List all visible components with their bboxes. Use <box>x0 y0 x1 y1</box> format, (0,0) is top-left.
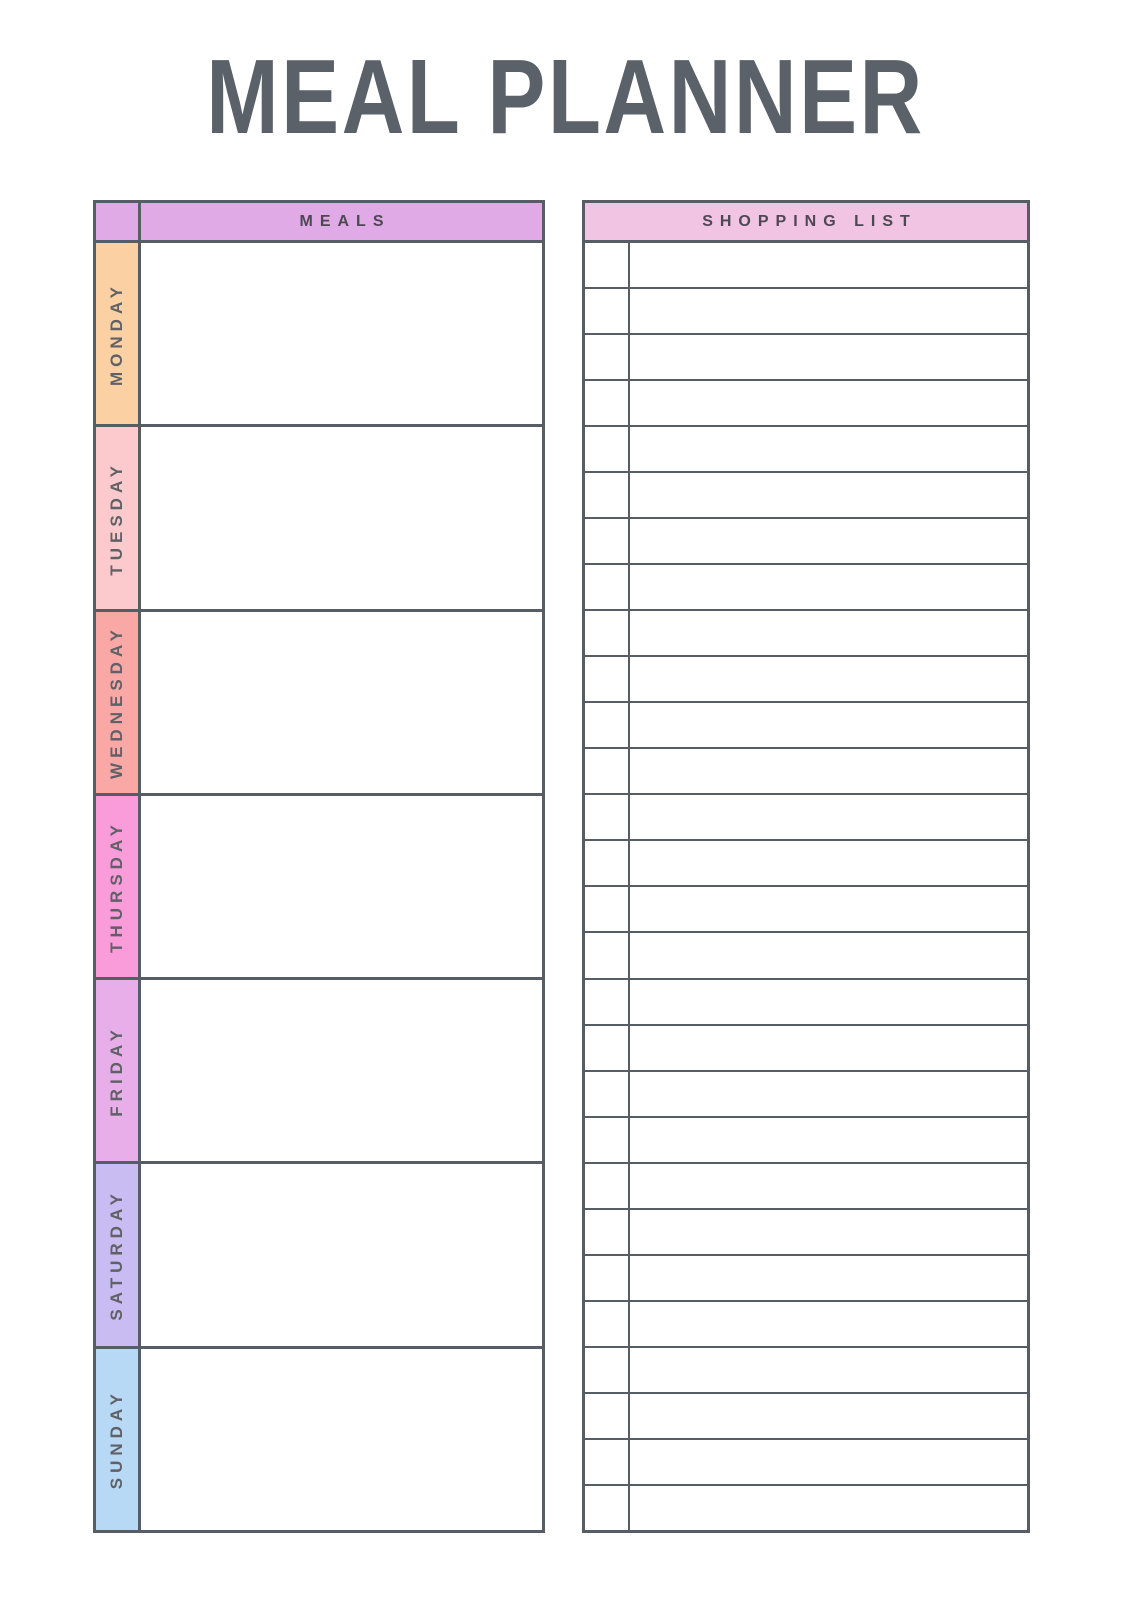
day-label-cell-thursday <box>96 796 141 977</box>
shopping-row <box>585 1302 1027 1348</box>
shopping-row <box>585 565 1027 611</box>
shopping-checkbox-cell[interactable] <box>585 381 630 425</box>
shopping-list-header-label: SHOPPING LIST <box>702 212 917 230</box>
shopping-checkbox-cell[interactable] <box>585 1210 630 1254</box>
meal-cell-wednesday[interactable] <box>141 612 542 793</box>
shopping-checkbox-cell[interactable] <box>585 795 630 839</box>
shopping-row <box>585 519 1027 565</box>
meals-header-row <box>96 203 542 243</box>
shopping-row <box>585 1256 1027 1302</box>
shopping-checkbox-cell[interactable] <box>585 243 630 287</box>
shopping-row <box>585 1164 1027 1210</box>
shopping-row <box>585 1210 1027 1256</box>
meal-day-row-saturday <box>96 1164 542 1348</box>
shopping-item-cell[interactable] <box>630 243 1027 287</box>
shopping-item-cell[interactable] <box>630 335 1027 379</box>
shopping-item-cell[interactable] <box>630 795 1027 839</box>
shopping-checkbox-cell[interactable] <box>585 1348 630 1392</box>
shopping-row <box>585 243 1027 289</box>
shopping-item-cell[interactable] <box>630 1164 1027 1208</box>
shopping-row <box>585 1026 1027 1072</box>
shopping-item-cell[interactable] <box>630 1118 1027 1162</box>
shopping-checkbox-cell[interactable] <box>585 887 630 931</box>
meal-day-row-friday <box>96 980 542 1164</box>
meal-cell-friday[interactable] <box>141 980 542 1161</box>
shopping-item-cell[interactable] <box>630 980 1027 1024</box>
shopping-checkbox-cell[interactable] <box>585 657 630 701</box>
shopping-item-cell[interactable] <box>630 1394 1027 1438</box>
page-title: MEAL PLANNER <box>206 38 925 156</box>
shopping-item-cell[interactable] <box>630 1440 1027 1484</box>
shopping-item-cell[interactable] <box>630 749 1027 793</box>
shopping-item-cell[interactable] <box>630 473 1027 517</box>
day-label-cell-sunday <box>96 1349 141 1530</box>
day-label-cell-tuesday <box>96 427 141 608</box>
shopping-row <box>585 335 1027 381</box>
meals-header <box>141 203 542 240</box>
meal-cell-monday[interactable] <box>141 243 542 424</box>
shopping-list-header <box>585 203 1027 243</box>
shopping-list-table <box>582 200 1030 1533</box>
meals-header-label: MEALS <box>299 212 391 230</box>
shopping-checkbox-cell[interactable] <box>585 1256 630 1300</box>
shopping-checkbox-cell[interactable] <box>585 933 630 977</box>
shopping-row <box>585 1072 1027 1118</box>
shopping-item-cell[interactable] <box>630 427 1027 471</box>
meals-header-corner-cell <box>96 203 141 240</box>
shopping-item-cell[interactable] <box>630 1302 1027 1346</box>
shopping-checkbox-cell[interactable] <box>585 1072 630 1116</box>
shopping-item-cell[interactable] <box>630 887 1027 931</box>
meal-day-row-tuesday <box>96 427 542 611</box>
meals-table <box>93 200 545 1533</box>
shopping-checkbox-cell[interactable] <box>585 335 630 379</box>
shopping-checkbox-cell[interactable] <box>585 1164 630 1208</box>
shopping-checkbox-cell[interactable] <box>585 1302 630 1346</box>
shopping-item-cell[interactable] <box>630 1348 1027 1392</box>
shopping-item-cell[interactable] <box>630 611 1027 655</box>
shopping-row <box>585 1118 1027 1164</box>
shopping-row <box>585 1394 1027 1440</box>
shopping-checkbox-cell[interactable] <box>585 473 630 517</box>
day-label-wednesday: WEDNESDAY <box>107 625 126 780</box>
day-label-cell-friday <box>96 980 141 1161</box>
shopping-row <box>585 980 1027 1026</box>
shopping-row <box>585 611 1027 657</box>
shopping-row <box>585 795 1027 841</box>
shopping-checkbox-cell[interactable] <box>585 1486 630 1530</box>
shopping-row <box>585 749 1027 795</box>
day-label-cell-wednesday <box>96 612 141 793</box>
shopping-item-cell[interactable] <box>630 565 1027 609</box>
shopping-checkbox-cell[interactable] <box>585 749 630 793</box>
shopping-row <box>585 473 1027 519</box>
shopping-item-cell[interactable] <box>630 1256 1027 1300</box>
day-label-cell-monday <box>96 243 141 424</box>
shopping-row <box>585 841 1027 887</box>
shopping-row <box>585 887 1027 933</box>
shopping-item-cell[interactable] <box>630 1026 1027 1070</box>
shopping-item-cell[interactable] <box>630 1072 1027 1116</box>
shopping-checkbox-cell[interactable] <box>585 1118 630 1162</box>
shopping-checkbox-cell[interactable] <box>585 1394 630 1438</box>
meal-day-row-thursday <box>96 796 542 980</box>
shopping-checkbox-cell[interactable] <box>585 565 630 609</box>
day-label-monday: MONDAY <box>107 281 126 386</box>
day-label-tuesday: TUESDAY <box>107 460 126 576</box>
shopping-row <box>585 289 1027 335</box>
day-label-friday: FRIDAY <box>107 1024 126 1117</box>
shopping-checkbox-cell[interactable] <box>585 289 630 333</box>
shopping-item-cell[interactable] <box>630 381 1027 425</box>
shopping-checkbox-cell[interactable] <box>585 703 630 747</box>
shopping-checkbox-cell[interactable] <box>585 1026 630 1070</box>
meal-day-row-sunday <box>96 1349 542 1530</box>
shopping-row <box>585 1348 1027 1394</box>
meal-day-row-wednesday <box>96 612 542 796</box>
shopping-item-cell[interactable] <box>630 519 1027 563</box>
meal-cell-tuesday[interactable] <box>141 427 542 608</box>
shopping-row <box>585 381 1027 427</box>
meal-day-row-monday <box>96 243 542 427</box>
meal-cell-saturday[interactable] <box>141 1164 542 1345</box>
shopping-checkbox-cell[interactable] <box>585 427 630 471</box>
shopping-row <box>585 703 1027 749</box>
shopping-item-cell[interactable] <box>630 1210 1027 1254</box>
shopping-row <box>585 1486 1027 1530</box>
day-label-cell-saturday <box>96 1164 141 1345</box>
day-label-thursday: THURSDAY <box>107 820 126 953</box>
shopping-checkbox-cell[interactable] <box>585 611 630 655</box>
shopping-item-cell[interactable] <box>630 703 1027 747</box>
shopping-row <box>585 1440 1027 1486</box>
shopping-row <box>585 933 1027 979</box>
meal-cell-thursday[interactable] <box>141 796 542 977</box>
day-label-saturday: SATURDAY <box>107 1189 126 1321</box>
shopping-checkbox-cell[interactable] <box>585 1440 630 1484</box>
shopping-item-cell[interactable] <box>630 657 1027 701</box>
shopping-checkbox-cell[interactable] <box>585 980 630 1024</box>
shopping-item-cell[interactable] <box>630 289 1027 333</box>
meal-cell-sunday[interactable] <box>141 1349 542 1530</box>
shopping-item-cell[interactable] <box>630 1486 1027 1530</box>
shopping-item-cell[interactable] <box>630 933 1027 977</box>
shopping-row <box>585 427 1027 473</box>
shopping-checkbox-cell[interactable] <box>585 519 630 563</box>
day-label-sunday: SUNDAY <box>107 1389 126 1490</box>
shopping-item-cell[interactable] <box>630 841 1027 885</box>
shopping-row <box>585 657 1027 703</box>
shopping-checkbox-cell[interactable] <box>585 841 630 885</box>
